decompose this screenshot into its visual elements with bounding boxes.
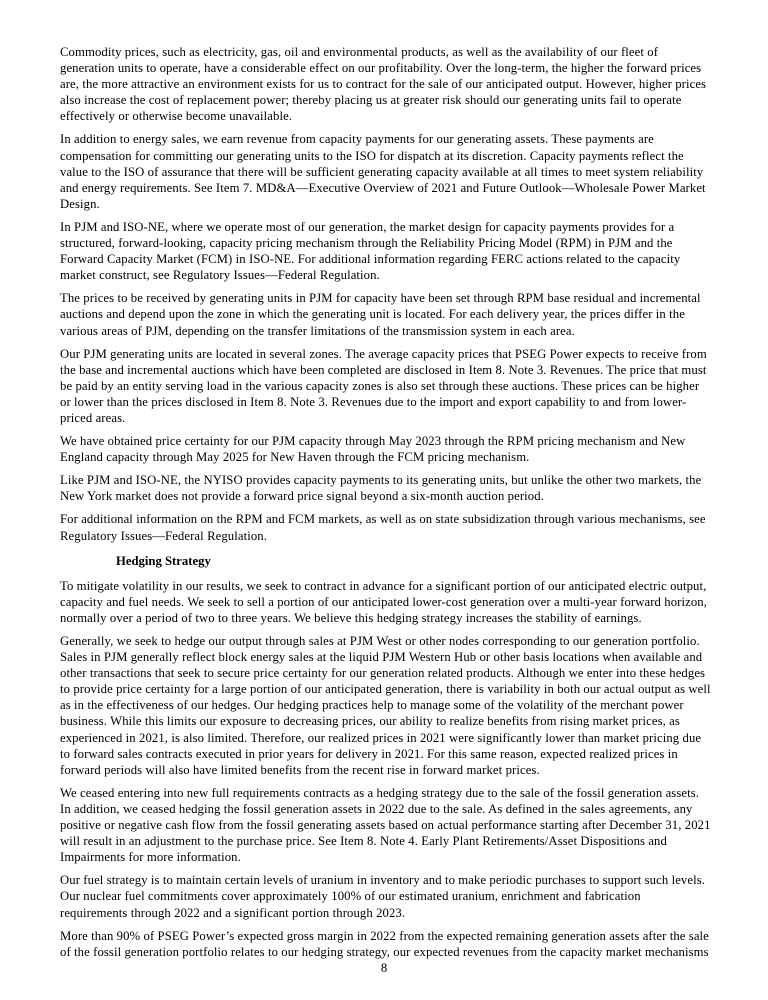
paragraph-rpm-auctions: The prices to be received by generating units in PJM for capacity have been set through RPM base residual and incremental auctions and depend upon the zone in which the generating unit is located. For each delivery year, the prices differ in the various areas of PJM, depending on the transfer limitations of the transmission system in each area.: [60, 291, 701, 338]
paragraph-commodity-prices: Commodity prices, such as electricity, gas, oil and environmental products, as well as the availability of our fleet of generation units to operate, have a considerable effect on our profitability. Over the long-term, the higher the forward prices are, the more attractive an environment exists for us to contract for the sale of our anticipated output. However, higher prices also increase the cost of replacement power; thereby placing us at greater risk should our generating units fail to operate effectively or otherwise become unavailable.: [60, 45, 707, 124]
paragraph-pjm-zones: Our PJM generating units are located in several zones. The average capacity prices that PSEG Power expects to receive from the base and incremental auctions which have been completed are disclosed in Item 8. Note 3. Revenues. The price that must be paid by an entity serving load in the various capacity zones is also set through these auctions. These prices can be higher or lower than the prices disclosed in Item 8. Note 3. Revenues due to the import and export capability to and from lower-priced areas.: [60, 346, 707, 425]
paragraph-additional-info-rpm-fcm: For additional information on the RPM and FCM markets, as well as on state subsidization through various mechanisms, see Regulatory Issues—Federal Regulation.: [60, 512, 706, 543]
paragraph-fuel-strategy: Our fuel strategy is to maintain certain levels of uranium in inventory and to make periodic purchases to support such levels. Our nuclear fuel commitments cover approximately 100% of our estimated uranium, enrichment and fabrication requirements through 2022 and a significant portion through 2023.: [60, 873, 706, 920]
paragraph-nyiso: Like PJM and ISO-NE, the NYISO provides capacity payments to its generating units, but unlike the other two markets, the New York market does not provide a forward price signal beyond a six-month auction period.: [60, 473, 702, 504]
paragraph-pjm-isone-market-design: In PJM and ISO-NE, where we operate most of our generation, the market design for capacity payments provides for a structured, forward-looking, capacity pricing mechanism through the Reliability Pricing Model (RPM) in PJM and the Forward Capacity Market (FCM) in ISO-NE. For additional information regarding FERC actions related to the capacity market construct, see Regulatory Issues—Federal Regulation.: [60, 219, 681, 283]
body-text: [60, 44, 711, 967]
paragraph-capacity-payments: In addition to energy sales, we earn revenue from capacity payments for our generating assets. These payments are compensation for committing our generating units to the ISO for dispatch at its discretion. Capacity payments reflect the value to the ISO of assurance that there will be sufficient generating capacity available at all times to meet system reliability and energy requirements. See Item 7. MD&A—Executive Overview of 2021 and Future Outlook—Wholesale Power Market Design.: [60, 132, 706, 211]
paragraph-ceased-contracts: We ceased entering into new full requirements contracts as a hedging strategy due to the sale of the fossil generation assets. In addition, we ceased hedging the fossil generation assets in 2022 due to the sale. As defined in the sales agreements, any positive or negative cash flow from the fossil generating assets based on actual performance starting after December 31, 2021 will result in an adjustment to the purchase price. See Item 8. Note 4. Early Plant Retirements/Asset Dispositions and Impairments for more information.: [60, 785, 711, 865]
paragraph-hedge-output: Generally, we seek to hedge our output through sales at PJM West or other nodes corresponding to our generation portfolio. Sales in PJM generally reflect block energy sales at the liquid PJM Western Hub or other basis locations when available and other transactions that seek to secure price certainty for our generation related products. Although we enter into these hedges to provide price certainty for a large portion of our anticipated generation, there is variability in both our actual output as well as in the effectiveness of our hedges. Our hedging practices help to manage some of the volatility of the merchant power business. While this limits our exposure to decreasing prices, our ability to realize benefits from rising market prices, as experienced in 2021, is also limited. Therefore, our realized prices in 2021 were significantly lower than market pricing due to forward sales contracts executed in prior years for delivery in 2021. For this same reason, expected realized prices in forward periods will also have limited benefits from the recent rise in forward market prices.: [60, 634, 711, 777]
paragraph-mitigate-volatility: To mitigate volatility in our results, we seek to contract in advance for a significant portion of our anticipated electric output, capacity and fuel needs. We seek to sell a portion of our anticipated lower-cost generation over a multi-year forward horizon, normally over a period of two to three years. We believe this hedging strategy increases the stability of earnings.: [60, 578, 707, 625]
page-number: 8: [380, 961, 388, 975]
paragraph-gross-margin: More than 90% of PSEG Power’s expected gross margin in 2022 from the expected remaining generation assets after the sale of the fossil generation portfolio relates to our hedging strategy, our expected revenues from the capacity market mechanisms: [60, 928, 709, 959]
paragraph-price-certainty: We have obtained price certainty for our PJM capacity through May 2023 through the RPM pricing mechanism and New England capacity through May 2025 for New Haven through the FCM pricing mechanism.: [60, 434, 686, 465]
section-heading-hedging-strategy: Hedging Strategy: [116, 553, 211, 568]
